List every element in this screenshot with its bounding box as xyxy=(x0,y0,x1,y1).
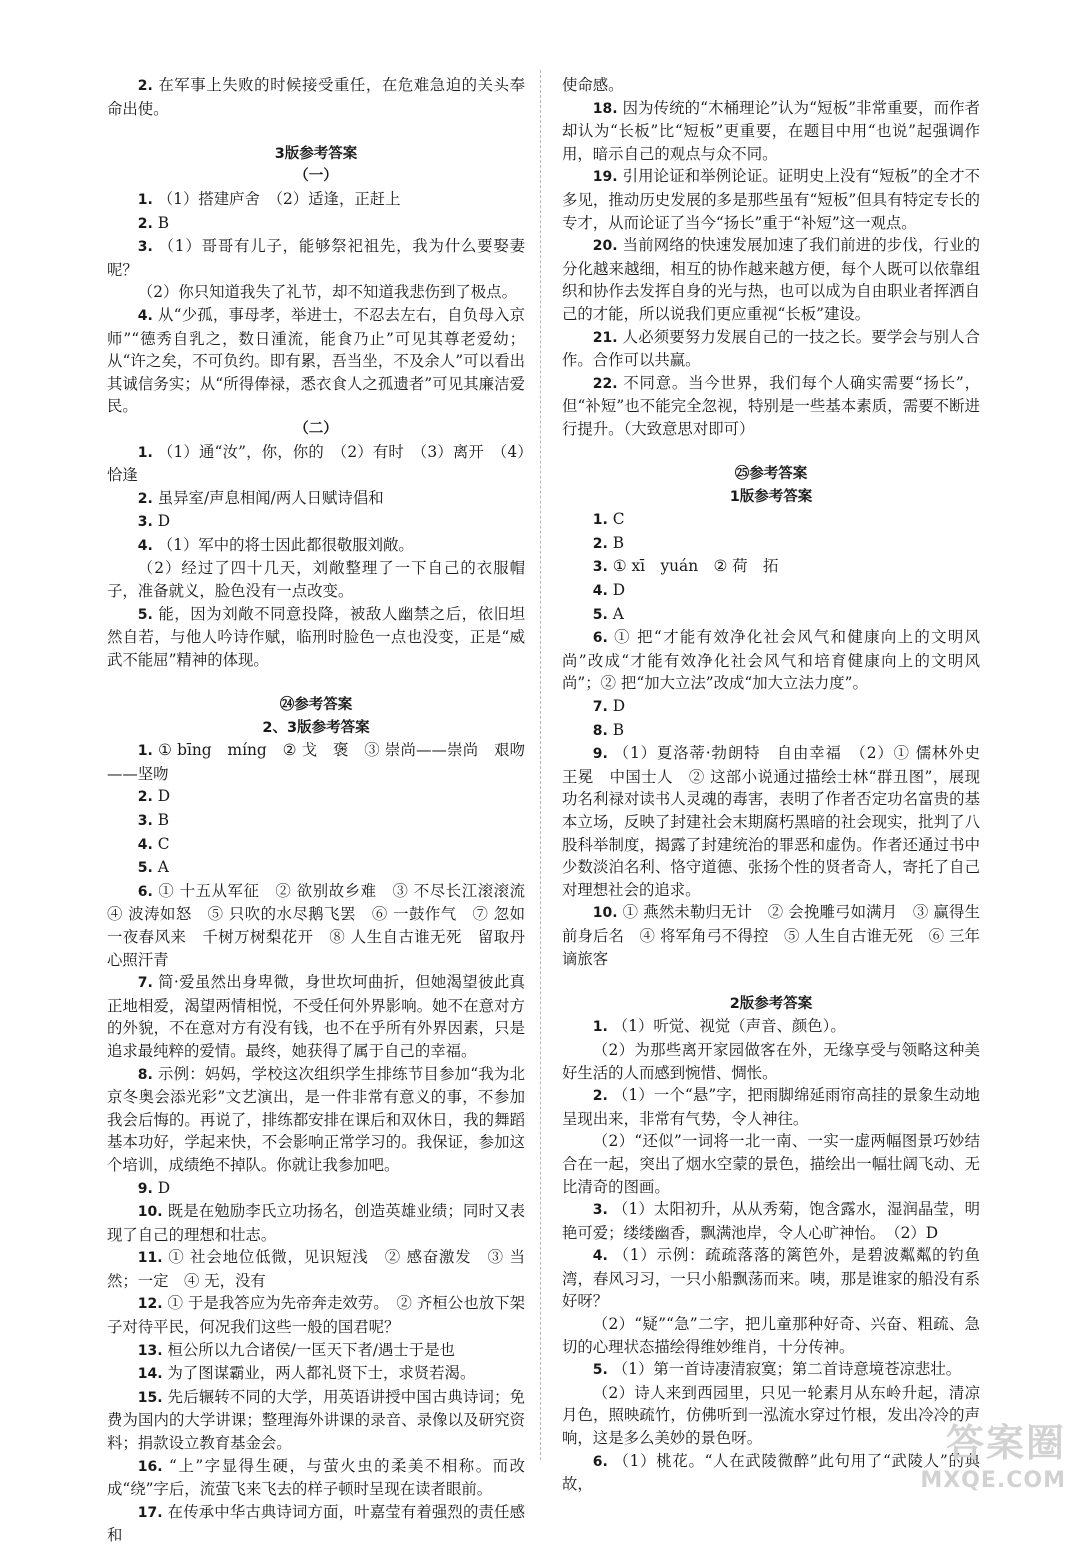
spacer xyxy=(107,120,525,143)
answer-item xyxy=(107,487,525,511)
question-number: 6. xyxy=(137,883,153,900)
answer-text: 示例：妈妈，学校这次组织学生排练节目参加“我为北京冬奥会添光彩”文艺演出，是一件非常有意义的事，不参加我会后悔的。再说了，排练都安排在课后和双休日，我的舞蹈基本功好，学起来快，不会影响正常学习的。我保证，参加这个培训，成绩绝不掉队。你就让我参加吧。 xyxy=(107,1064,525,1174)
answer-continuation: （2）为那些离开家园做客在外，无缘享受与领略这种美好生活的人而感到惋惜、惆怅。 xyxy=(562,1040,980,1082)
answer-text: ① 燕然未勒归无计 ② 会挽雕弓如满月 ③ 赢得生前身后名 ④ 将军角弓不得控 ⑤ 人生自古谁无死 ⑥ 三年谪旅客 xyxy=(562,903,980,968)
answer-text: D xyxy=(157,1178,171,1197)
answer-text: （1）搭建庐舍 （2）适逢，正赶上 xyxy=(157,189,401,208)
question-number: 3. xyxy=(592,559,608,576)
section-heading: 3版参考答案 xyxy=(274,145,358,162)
answer-text: D xyxy=(612,581,626,600)
answer-text: 先后辗转不同的大学，用英语讲授中国古典诗词；免费为国内的大学讲课；整理海外讲课的录音、录像以及研究资料；捐款设立教育基金会。 xyxy=(107,1387,525,1453)
answer-text: ① bīng míng ② 戈 褒 ③ 崇尚——崇尚 艰吻——坚吻 xyxy=(107,741,525,783)
answer-item xyxy=(562,1015,980,1039)
question-number: 1. xyxy=(137,191,153,208)
answer-continuation: （2）“还似”一词将一北一南、一实一虚两幅图景巧妙结合在一起，突出了烟水空蒙的景色，描绘出一幅壮阔飞动、无比清奇的图画。 xyxy=(562,1132,980,1196)
answer-continuation: （2）你只知道我失了礼节，却不知道我悲伤到了极点。 xyxy=(137,283,517,302)
answer-item xyxy=(562,626,980,695)
answer-continuation: （2）经过了四十几天，刘敞整理了一下自己的衣服帽子，准备就义，脸色没有一点改变。 xyxy=(107,559,525,601)
question-number: 1. xyxy=(592,1019,608,1036)
answer-text: （1）通“汝”，你，你的 （2）有时 （3）离开 （4）恰逢 xyxy=(107,442,525,485)
question-number: 2. xyxy=(137,789,153,806)
question-number: 7. xyxy=(592,699,608,716)
answer-item xyxy=(562,97,980,166)
question-number: 1. xyxy=(137,444,153,461)
answer-text: B xyxy=(612,720,625,739)
spacer xyxy=(562,970,980,993)
spacer xyxy=(107,671,525,694)
answer-continuation: （2）诗人来到西园里，只见一轮素月从东岭升起，清凉月色，照映疏竹，仿佛听到一泓流水穿过竹根，发出冷冷的声响，这是多么美妙的景色呀。 xyxy=(562,1383,980,1448)
question-number: 14. xyxy=(137,1366,163,1383)
question-number: 9. xyxy=(137,1180,153,1197)
watermark-url: MXQE.COM xyxy=(920,1468,1066,1493)
answer-item xyxy=(562,532,980,556)
answer-item xyxy=(562,901,980,970)
section-heading: （一） xyxy=(294,168,338,185)
section-heading: 1版参考答案 xyxy=(729,488,813,505)
answer-item xyxy=(107,1177,525,1201)
answer-text: （1）示例：疏疏落落的篱笆外，是碧波粼粼的钓鱼湾，春风习习，一只小船飘荡而来。咦，那是谁家的船没有系好呀？ xyxy=(562,1246,980,1311)
question-number: 3. xyxy=(137,813,153,829)
answer-item xyxy=(107,1292,525,1338)
answer-item xyxy=(107,1362,525,1386)
question-number: 4. xyxy=(137,836,153,853)
answer-item xyxy=(107,1386,525,1455)
question-number: 13. xyxy=(137,1342,163,1359)
answer-text: （1）哥哥有儿子，能够祭祀祖先，我为什么要娶妻呢？ xyxy=(107,237,525,279)
answer-text: （1）军中的将士因此都很敬服刘敞。 xyxy=(157,535,414,554)
answer-item xyxy=(107,74,525,120)
answer-item xyxy=(562,234,980,325)
question-number: 5. xyxy=(592,1362,608,1379)
answer-item xyxy=(107,1246,525,1292)
question-number: 18. xyxy=(592,100,618,117)
answer-text: 当前网络的快速发展加速了我们前进的步伐，行业的分化越来越细，相互的协作越来越方便，每个人既可以依靠组织和协作去发挥自身的光与热，也可以成为自由职业者挥洒自己的才能，所以说我们更应重视“长板”建设。 xyxy=(562,236,980,323)
spacer xyxy=(562,441,980,464)
answer-text: 从“少孤，事母孝，举进士，不忍去左右，自负母入京师”“德秀自乳之，数日湩流，能食乃止”可见其尊老爱幼；从“许之矣，不可负约。即有累，吾当坐，不及余人”可以看出其诚信务实；从“所得俸禄，悉衣食人之孤遗者”可见其廉洁爱民。 xyxy=(107,305,525,416)
answer-item xyxy=(562,326,980,372)
left-column xyxy=(107,74,541,1547)
answer-text: ① 十五从军征 ② 欲别故乡难 ③ 不尽长江滚滚流 ④ 波涛如怒 ⑤ 只吹的水尽鹅飞罢 ⑥ 一鼓作气 ⑦ 忽如一夜春风来 千树万树梨花开 ⑧ 人生自古谁无死 留取丹心照汗青 xyxy=(107,881,541,969)
answer-item xyxy=(562,742,996,901)
section-heading: ㉔参考答案 xyxy=(279,697,353,714)
column-divider xyxy=(540,70,541,1460)
answer-item xyxy=(107,1501,525,1547)
question-number: 10. xyxy=(592,905,618,922)
answer-text: D xyxy=(612,697,626,716)
section-heading: （二） xyxy=(294,420,338,437)
answer-item xyxy=(107,212,525,236)
question-number: 4. xyxy=(592,583,608,600)
answer-text: 为了图谋霸业，两人都礼贤下士，求贤若渴。 xyxy=(167,1364,476,1383)
section-heading: 2、3版参考答案 xyxy=(262,719,370,736)
answer-text: D xyxy=(157,787,171,806)
answer-item xyxy=(562,603,980,627)
answer-text: ① 于是我答应为先帝奔走效劳。 ② 齐桓公也放下架子对待平民，何况我们这些一般的国君呢？ xyxy=(107,1294,525,1337)
answer-item xyxy=(107,856,525,880)
answer-item xyxy=(562,719,980,743)
answer-item xyxy=(107,971,525,1062)
answer-text: （1）听觉、视觉（声音、颜色）。 xyxy=(612,1017,846,1036)
answer-text: （1）一个“悬”字，把雨脚绵延雨帘高挂的景象生动地呈现出来，非常有气势，令人神往。 xyxy=(562,1086,980,1128)
answer-item xyxy=(562,1084,980,1130)
answer-item xyxy=(562,165,980,234)
question-number: 6. xyxy=(592,1453,608,1470)
answer-text: （1）太阳初升，从从秀菊，饱含露水，湿润晶莹，明艳可爱；缕缕幽香，飘满池岸，令人心旷神怡。 （2）D xyxy=(562,1200,980,1242)
answer-item xyxy=(107,785,525,809)
question-number: 2. xyxy=(137,78,153,94)
answer-text: B xyxy=(157,811,170,829)
watermark-logo-text: 答案圈 xyxy=(945,1421,1066,1465)
question-number: 10. xyxy=(137,1204,163,1221)
answer-item xyxy=(107,188,525,212)
question-number: 2. xyxy=(592,1088,608,1105)
answer-item xyxy=(107,1339,525,1363)
question-number: 17. xyxy=(137,1504,163,1521)
answer-text: D xyxy=(157,512,171,531)
answer-item xyxy=(562,1358,980,1382)
question-number: 2. xyxy=(592,535,608,552)
answer-text: C xyxy=(157,834,170,853)
question-number: 5. xyxy=(592,606,608,623)
answer-text: 桓公所以九合诸侯/一匡天下者/遇士于是也 xyxy=(167,1340,455,1359)
answer-text: A xyxy=(157,858,169,877)
answer-text: 引用论证和举例论证。证明史上没有“短板”的全才不多见，推动历史发展的多是那些虽有“短板”但具有特定专长的专才，从而论证了当今“扬长”重于“补短”这一观点。 xyxy=(562,167,980,232)
question-number: 20. xyxy=(592,238,618,255)
answer-item xyxy=(107,833,525,857)
answer-continuation: （2）“疑”“急”二字，把儿童那种好奇、兴奋、粗疏、急切的心理状态描绘得维妙维肖，十分传神。 xyxy=(562,1315,980,1356)
answer-item xyxy=(562,1198,980,1244)
question-number: 19. xyxy=(592,169,618,186)
question-number: 3. xyxy=(137,514,153,531)
answer-item xyxy=(107,304,525,418)
section-heading: 2版参考答案 xyxy=(729,995,813,1012)
answer-text: B xyxy=(612,533,625,552)
question-number: 2. xyxy=(137,490,153,507)
question-number: 1. xyxy=(137,743,153,760)
answer-text: 既是在勉励李氏立功扬名，创造英雄业绩；同时又表现了自己的理想和壮志。 xyxy=(107,1202,525,1244)
answer-text: 虽异室/声息相闻/两人日赋诗倡和 xyxy=(157,488,384,507)
answer-item xyxy=(562,695,980,719)
answer-item xyxy=(107,235,525,281)
question-number: 6. xyxy=(592,630,608,647)
answer-item xyxy=(107,739,525,785)
answer-item xyxy=(562,372,980,441)
answer-text: （1）桃花。“人在武陵微醉”此句用了“武陵人”的典故， xyxy=(562,1451,980,1494)
question-number: 8. xyxy=(137,1066,153,1083)
answer-text: A xyxy=(612,604,624,623)
question-number: 16. xyxy=(137,1458,163,1475)
answer-text: ① xī yuán ② 荷 拓 xyxy=(612,557,779,576)
answer-item xyxy=(562,555,980,579)
question-number: 11. xyxy=(137,1250,163,1267)
answer-item xyxy=(107,603,525,672)
answer-text: B xyxy=(157,213,170,232)
question-number: 4. xyxy=(592,1248,608,1265)
question-number: 3. xyxy=(137,239,153,256)
answer-item xyxy=(107,880,541,971)
answer-item xyxy=(107,510,525,534)
question-number: 9. xyxy=(592,746,608,763)
question-number: 5. xyxy=(137,860,153,877)
answer-item xyxy=(107,534,525,558)
question-number: 15. xyxy=(137,1389,163,1406)
question-number: 12. xyxy=(137,1296,163,1313)
question-number: 2. xyxy=(137,215,153,232)
answer-item xyxy=(107,809,525,833)
answer-text: 在传承中华古典诗词方面，叶嘉莹有着强烈的责任感和 xyxy=(107,1502,525,1545)
question-number: 4. xyxy=(137,307,153,324)
answer-item xyxy=(107,1455,525,1501)
question-number: 1. xyxy=(592,512,608,529)
answer-text: ① 社会地位低微，见识短浅 ② 感奋激发 ③ 当然；一定 ④ 无，没有 xyxy=(107,1248,525,1290)
answer-text: 人必须要努力发展自己的一技之长。要学会与别人合作。合作可以共赢。 xyxy=(562,327,980,370)
answer-item xyxy=(107,441,525,487)
question-number: 8. xyxy=(592,722,608,739)
question-number: 5. xyxy=(137,606,153,623)
section-heading: ㉕参考答案 xyxy=(734,466,808,483)
answer-text: ① 把“才能有效净化社会风气和健康向上的文明风尚”改成“才能有效净化社会风气和培育健康向上的文明风尚”；② 把“加大立法”改成“加大立法力度”。 xyxy=(562,628,980,693)
answer-text: 不同意。当今世界，我们每个人确实需要“扬长”，但“补短”也不能完全忽视，特别是一些基本素质，需要不断进行提升。（大致意思对即可） xyxy=(562,373,980,438)
answer-item xyxy=(107,1200,525,1246)
question-number: 3. xyxy=(592,1202,608,1219)
answer-item xyxy=(562,1244,980,1313)
answer-text: 在军事上失败的时候接受重任，在危难急迫的关头奉命出使。 xyxy=(107,76,525,118)
answer-text: “上”字显得生硬，与萤火虫的柔美不相称。而改成“绕”字后，流萤飞来飞去的样子顿时呈现在读者眼前。 xyxy=(107,1456,525,1499)
answer-text: 简·爱虽然出身卑微，身世坎坷曲折，但她渴望彼此真正地相爱，渴望两情相悦，不受任何外界影响。她不在意对方的外貌，不在意对方有没有钱，也不在乎所有外界因素，只是追求最纯粹的爱情。最终，她获得了属于自己的幸福。 xyxy=(107,973,525,1060)
question-number: 7. xyxy=(137,975,153,992)
answer-text: 能，因为刘敞不同意投降，被敌人幽禁之后，依旧坦然自若，与他人吟诗作赋，临刑时脸色一点也没变，正是“威武不能屈”精神的体现。 xyxy=(107,604,525,669)
answer-text: （1）夏洛蒂·勃朗特 自由幸福 （2）① 儒林外史 王冕 中国士人 ② 这部小说通过描绘士林“群丑图”，展现功名利禄对读书人灵魂的毒害，表明了作者否定功名富贵的基本立场，反映了封建社会末期腐朽黑暗的社会现实，批判了八股科举制度，揭露了封建统治的罪恶和虚伪。作者还通过书中少数淡泊名利、恪守道德、张扬个性的贤者奇人，寄托了自己对理想社会的追求。 xyxy=(562,744,996,899)
question-number: 21. xyxy=(592,329,618,346)
answer-continuation: 使命感。 xyxy=(562,76,624,94)
question-number: 22. xyxy=(592,375,618,392)
answer-item xyxy=(562,508,980,532)
answer-item xyxy=(107,1063,525,1177)
answer-text: C xyxy=(612,510,625,529)
question-number: 4. xyxy=(137,537,153,554)
answer-item xyxy=(562,579,980,603)
answer-text: 因为传统的“木桶理论”认为“短板”非常重要，而作者却认为“长板”比“短板”更重要，在题目中用“也说”起强调作用，暗示自己的观点与众不同。 xyxy=(562,98,980,163)
watermark xyxy=(906,1420,1066,1520)
answer-text: （1）第一首诗凄清寂寞；第二首诗意境苍凉悲壮。 xyxy=(612,1360,962,1379)
